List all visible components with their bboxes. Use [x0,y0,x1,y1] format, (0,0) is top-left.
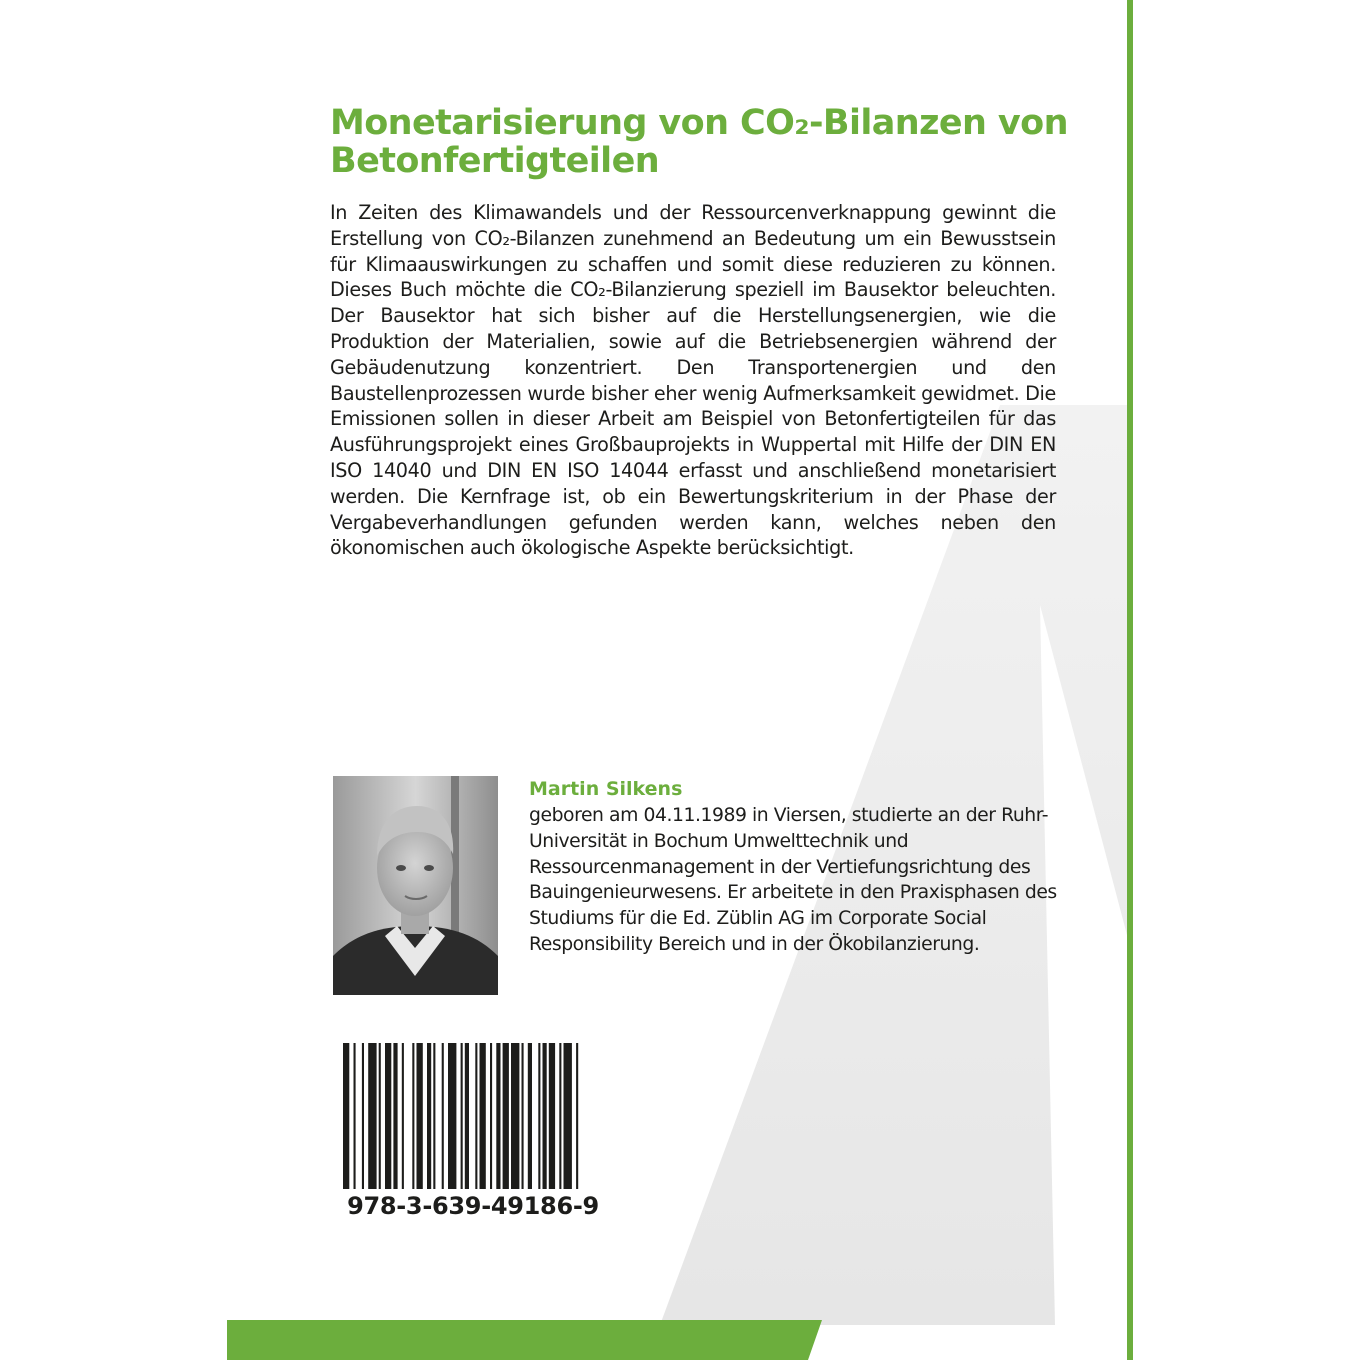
isbn-number: 978-3-639-49186-9 [347,1192,599,1220]
barcode-bar [490,1043,492,1189]
barcode-bar [549,1043,555,1189]
barcode-bar [417,1043,423,1189]
barcode-bar [503,1043,509,1189]
barcode-bar [385,1043,391,1189]
barcode-bar [522,1043,524,1189]
barcode-bar [412,1043,414,1189]
barcode-bar [496,1043,500,1189]
isbn-barcode [330,1033,620,1228]
barcode-bar [354,1043,356,1189]
spine-green-line [1127,0,1133,1360]
barcode-bar [528,1043,532,1189]
barcode-bar [442,1043,444,1189]
barcode-bar [448,1043,456,1189]
green-band-shape [227,1320,822,1360]
barcode-bar [402,1043,404,1189]
barcode-bar [559,1043,561,1189]
barcode-bar [343,1043,349,1189]
barcode-bar [393,1043,397,1189]
barcode-bars [343,1043,605,1189]
barcode-bar [427,1043,431,1189]
barcode-bar [543,1043,547,1189]
author-portrait-icon [333,776,498,995]
photo-eye-left [396,865,406,871]
book-title: Monetarisierung von CO₂-Bilanzen von Betonfertigteilen [330,103,1068,181]
barcode-bar [362,1043,364,1189]
barcode-bar [538,1043,540,1189]
author-name: Martin Silkens [529,778,683,800]
barcode-bar [433,1043,435,1189]
barcode-bar [576,1043,578,1189]
barcode-bar [461,1043,463,1189]
barcode-bar [564,1043,572,1189]
barcode-bar [511,1043,519,1189]
barcode-bar [465,1043,469,1189]
book-blurb: In Zeiten des Klimawandels und der Ressourcenverknappung gewinnt die Erstellung von CO₂-Bilanzen zunehmend an Bedeutung um ein Bewusstsein für Klimaauswirkungen zu schaffen und somit diese reduzieren zu können. Dieses Buch möchte die CO₂-Bilanzierung speziell im Bausektor beleuchten. Der Bausektor hat sich bisher auf die Herstellungsenergien, wie die Produktion der Materialien, sowie auf die Betriebsenergien während der Gebäudenutzung konzentriert. Den Transportenergien und den Baustellenprozessen wurde bisher eher wenig Aufmerksamkeit gewidmet. Die Emissionen sollen in dieser Arbeit am Beispiel von Betonfertigteilen für das Ausführungsprojekt eines Großbauprojekts in Wuppertal mit Hilfe der DIN EN ISO 14040 und DIN EN ISO 14044 erfasst und anschließend monetarisiert werden. Die Kernfrage ist, ob ein Bewertungskriterium in der Phase der Vergabeverhandlungen gefunden werden kann, welches neben den ökonomischen auch ökologische Aspekte berücksichtigt. [330,201,1056,560]
barcode-bar [379,1043,381,1189]
barcode-bar [368,1043,376,1189]
barcode-bar [480,1043,486,1189]
barcode-bar [475,1043,477,1189]
photo-eye-right [424,865,434,871]
author-photo [333,776,498,995]
author-bio: geboren am 04.11.1989 in Viersen, studierte an der Ruhr-Universität in Bochum Umwelttechnik und Ressourcenmanagement in der Vertiefungsrichtung des Bauingenieurwesens. Er arbeitete in den Praxisphasen des Studiums für die Ed. Züblin AG im Corporate Social Responsibility Bereich und in der Ökobilanzierung. [529,805,1057,955]
